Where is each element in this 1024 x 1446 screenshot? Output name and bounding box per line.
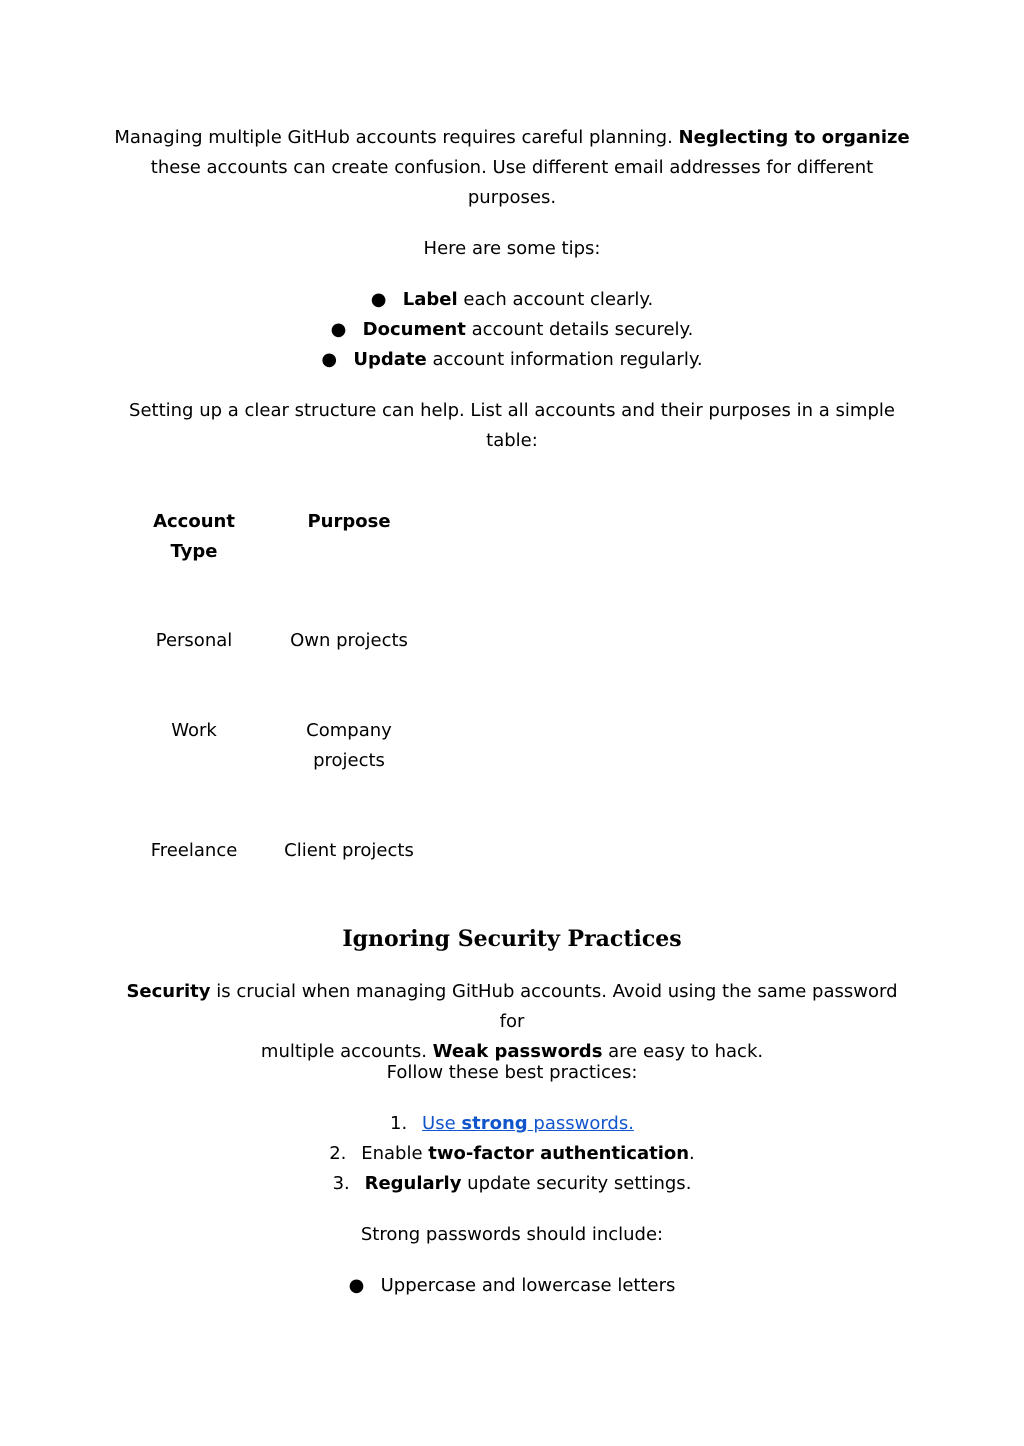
link-text: Use bbox=[422, 1113, 462, 1134]
list-number: 3. bbox=[332, 1173, 350, 1194]
structure-line-1: Setting up a clear structure can help. List all accounts and their purposes in a simple bbox=[129, 400, 895, 421]
bullet-icon: ● bbox=[330, 319, 347, 340]
tips-label: Here are some tips: bbox=[423, 238, 601, 259]
cell-text: projects bbox=[313, 750, 385, 771]
intro-paragraph bbox=[112, 123, 912, 213]
table-cell-type: Personal bbox=[155, 630, 233, 651]
bullet-icon: ● bbox=[370, 289, 387, 310]
link-text: passwords. bbox=[527, 1113, 634, 1134]
table-cell-purpose bbox=[268, 626, 430, 656]
list-item bbox=[0, 285, 1024, 315]
intro-text: Managing multiple GitHub accounts requires careful planning. bbox=[114, 127, 679, 148]
list-item bbox=[0, 345, 1024, 375]
header-text: Account bbox=[153, 511, 235, 532]
bullet-icon: ● bbox=[348, 1275, 365, 1296]
practice-text: . bbox=[689, 1143, 695, 1164]
practices-label: Follow these best practices: bbox=[386, 1062, 638, 1083]
cell-text: Own projects bbox=[290, 630, 408, 651]
table-cell-type: Freelance bbox=[150, 840, 238, 861]
list-item bbox=[0, 1139, 1024, 1169]
link-bold: strong bbox=[461, 1113, 528, 1134]
tip-bold: Update bbox=[353, 349, 427, 370]
bullet-icon: ● bbox=[321, 349, 338, 370]
security-bold: Weak passwords bbox=[432, 1041, 603, 1062]
list-number: 1. bbox=[390, 1113, 408, 1134]
table-header-purpose bbox=[268, 507, 430, 537]
list-number: 2. bbox=[329, 1143, 347, 1164]
tip-text: account details securely. bbox=[465, 319, 694, 340]
table-cell-purpose bbox=[268, 836, 430, 866]
list-item bbox=[0, 1109, 1024, 1139]
tip-text: each account clearly. bbox=[457, 289, 654, 310]
strong-item-text: Uppercase and lowercase letters bbox=[380, 1275, 676, 1296]
structure-line-2: table: bbox=[486, 430, 538, 451]
practice-text: Enable bbox=[361, 1143, 429, 1164]
security-text: are easy to hack. bbox=[602, 1041, 764, 1062]
structure-paragraph bbox=[112, 396, 912, 456]
strong-passwords-link[interactable] bbox=[422, 1113, 634, 1134]
security-bold: Security bbox=[126, 981, 211, 1002]
intro-line-2: these accounts can create confusion. Use different email addresses for different bbox=[150, 157, 874, 178]
list-item bbox=[0, 1169, 1024, 1199]
list-item bbox=[0, 1271, 1024, 1301]
practice-bold: Regularly bbox=[364, 1173, 462, 1194]
intro-line-3: purposes. bbox=[467, 187, 557, 208]
tip-bold: Document bbox=[362, 319, 466, 340]
header-text: Type bbox=[170, 541, 218, 562]
practice-bold: two-factor authentication bbox=[428, 1143, 690, 1164]
table-cell-purpose bbox=[268, 716, 430, 776]
security-text: is crucial when managing GitHub accounts. Avoid using the same password for bbox=[210, 981, 898, 1032]
intro-bold: Neglecting to organize bbox=[678, 127, 910, 148]
header-text: Purpose bbox=[307, 511, 391, 532]
security-paragraph bbox=[112, 977, 912, 1067]
list-item bbox=[0, 315, 1024, 345]
table-cell-type: Work bbox=[171, 720, 217, 741]
security-text: multiple accounts. bbox=[260, 1041, 433, 1062]
tip-bold: Label bbox=[402, 289, 458, 310]
strong-label: Strong passwords should include: bbox=[360, 1224, 664, 1245]
table-header-account-type bbox=[134, 507, 254, 567]
cell-text: Client projects bbox=[284, 840, 414, 861]
practice-text: update security settings. bbox=[461, 1173, 692, 1194]
tip-text: account information regularly. bbox=[426, 349, 703, 370]
cell-text: Company bbox=[306, 720, 392, 741]
security-heading: Ignoring Security Practices bbox=[342, 926, 682, 952]
